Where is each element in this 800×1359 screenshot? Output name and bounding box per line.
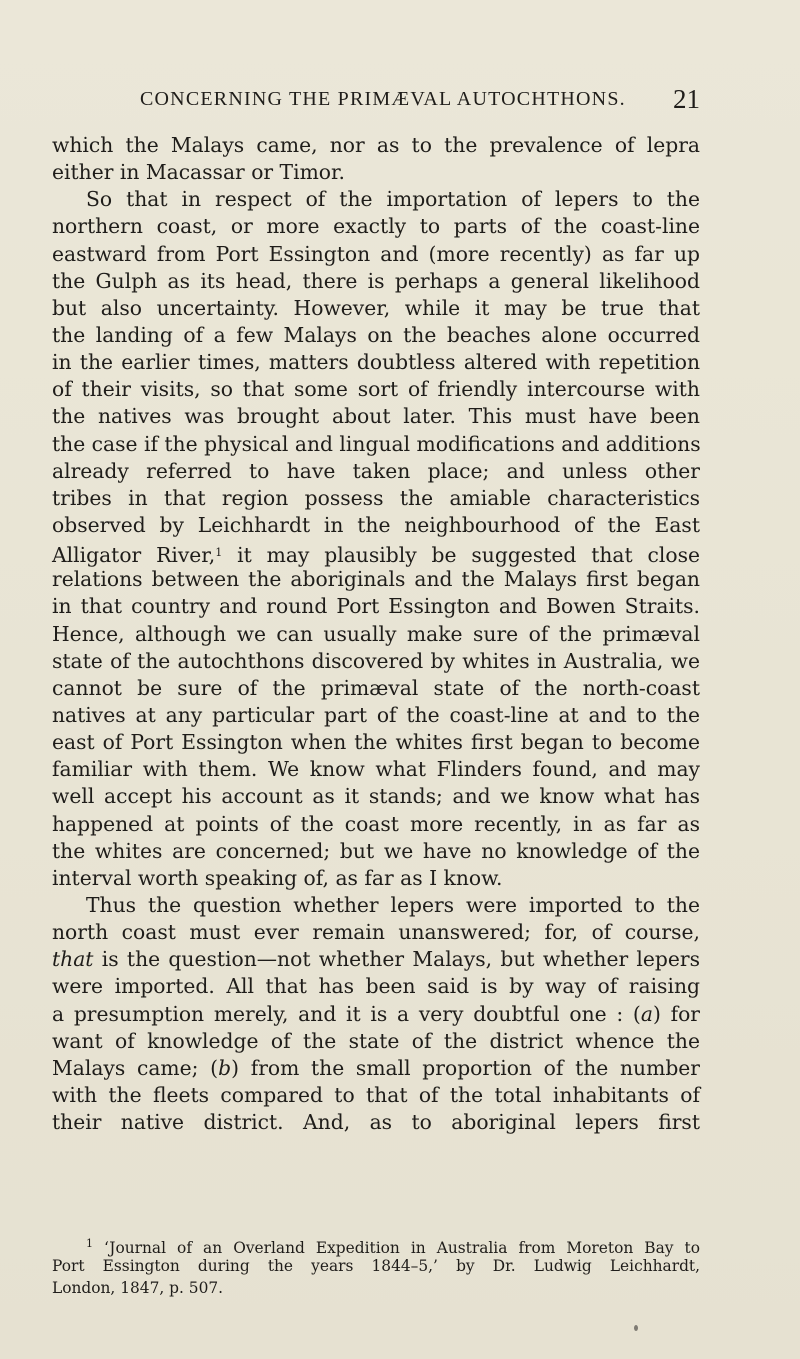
text-line: in that country and round Port Essington and Bowen Straits. [52, 594, 700, 619]
text-line: eastward from Port Essington and (more recently) as far up [52, 241, 700, 266]
footnote-line [52, 1233, 700, 1255]
text-segment: Malays came; ( [52, 1055, 219, 1080]
text-line: the whites are concerned; but we have no knowledge of the [52, 838, 700, 863]
text-line-with-footnote-ref [52, 539, 700, 566]
text-line: of their visits, so that some sort of friendly intercourse with [52, 377, 700, 402]
text-line: Thus the question whether lepers were imported to the [86, 892, 700, 917]
footnote-line: London, 1847, p. 507. [52, 1279, 224, 1297]
body-text [52, 132, 700, 1136]
text-line: with the fleets compared to that of the total inhabitants of [52, 1082, 700, 1107]
page-number: 21 [673, 84, 700, 114]
text-line: natives at any particular part of the coast-line at and to the [52, 702, 700, 727]
text-segment: ) for [652, 1001, 700, 1026]
text-line: want of knowledge of the state of the district whence the [52, 1028, 700, 1053]
text-line: relations between the aboriginals and the Malays first began [52, 567, 700, 592]
text-line: Hence, although we can usually make sure of the primæval [52, 621, 700, 646]
text-line: familiar with them. We know what Flinders found, and may [52, 757, 700, 782]
text-line: either in Macassar or Timor. [52, 160, 345, 185]
italic-emphasis: b [218, 1055, 232, 1080]
footnote-mark: 1 [86, 1237, 93, 1250]
text-line-with-italic [52, 1001, 700, 1028]
text-line: their native district. And, as to aboriginal lepers first [52, 1110, 700, 1135]
text-segment: Alligator River, [52, 543, 216, 568]
page-header [140, 84, 700, 114]
text-line: north coast must ever remain unanswered; for, of course, [52, 920, 700, 945]
text-line: east of Port Essington when the whites first began to become [52, 730, 700, 755]
text-line: but also uncertainty. However, while it may be true that [52, 295, 700, 320]
text-line-with-italic [52, 1055, 700, 1082]
footnote-block [52, 1233, 700, 1299]
italic-emphasis: a [640, 1001, 653, 1026]
text-line: happened at points of the coast more recently, in as far as [52, 811, 700, 836]
footnote-reference: 1 [215, 546, 223, 560]
footnote-text: ‘Journal of an Overland Expedition in Australia from Moreton Bay to [104, 1239, 700, 1257]
text-line: So that in respect of the importation of lepers to the [86, 187, 700, 212]
text-line: tribes in that region possess the amiable characteristics [52, 485, 700, 510]
text-line: in the earlier times, matters doubtless altered with repetition [52, 350, 700, 375]
text-line-with-italic [52, 946, 700, 973]
text-segment: ) from the small proportion of the number [231, 1055, 701, 1080]
text-line: the landing of a few Malays on the beaches alone occurred [52, 322, 700, 347]
text-line: the case if the physical and lingual modifications and additions [52, 431, 701, 456]
text-line: state of the autochthons discovered by whites in Australia, we [52, 648, 700, 673]
text-line: already referred to have taken place; and unless other [52, 458, 700, 483]
text-line: observed by Leichhardt in the neighbourhood of the East [52, 512, 700, 537]
text-line: cannot be sure of the primæval state of the north-coast [52, 675, 700, 700]
text-line: interval worth speaking of, as far as I know. [52, 865, 503, 890]
text-segment: is the question—not whether Malays, but whether lepers [101, 947, 700, 972]
text-segment: a presumption merely, and it is a very doubtful one : ( [52, 1001, 641, 1026]
text-line: well accept his account as it stands; and we know what has [52, 784, 700, 809]
text-line: the natives was brought about later. This must have been [52, 404, 700, 429]
ink-speck [634, 1325, 638, 1331]
text-line: northern coast, or more exactly to parts of the coast-line [52, 214, 700, 239]
italic-emphasis: that [52, 947, 94, 972]
footnote-line: Port Essington during the years 1844–5,’ by Dr. Ludwig Leichhardt, [52, 1257, 700, 1275]
text-segment: it may plausibly be suggested that close [237, 543, 700, 568]
text-line: the Gulph as its head, there is perhaps a general likelihood [52, 268, 700, 293]
text-line: which the Malays came, nor as to the prevalence of lepra [52, 133, 700, 157]
running-title: CONCERNING THE PRIMÆVAL AUTOCHTHONS. [140, 88, 626, 110]
text-line: were imported. All that has been said is by way of raising [52, 974, 700, 999]
